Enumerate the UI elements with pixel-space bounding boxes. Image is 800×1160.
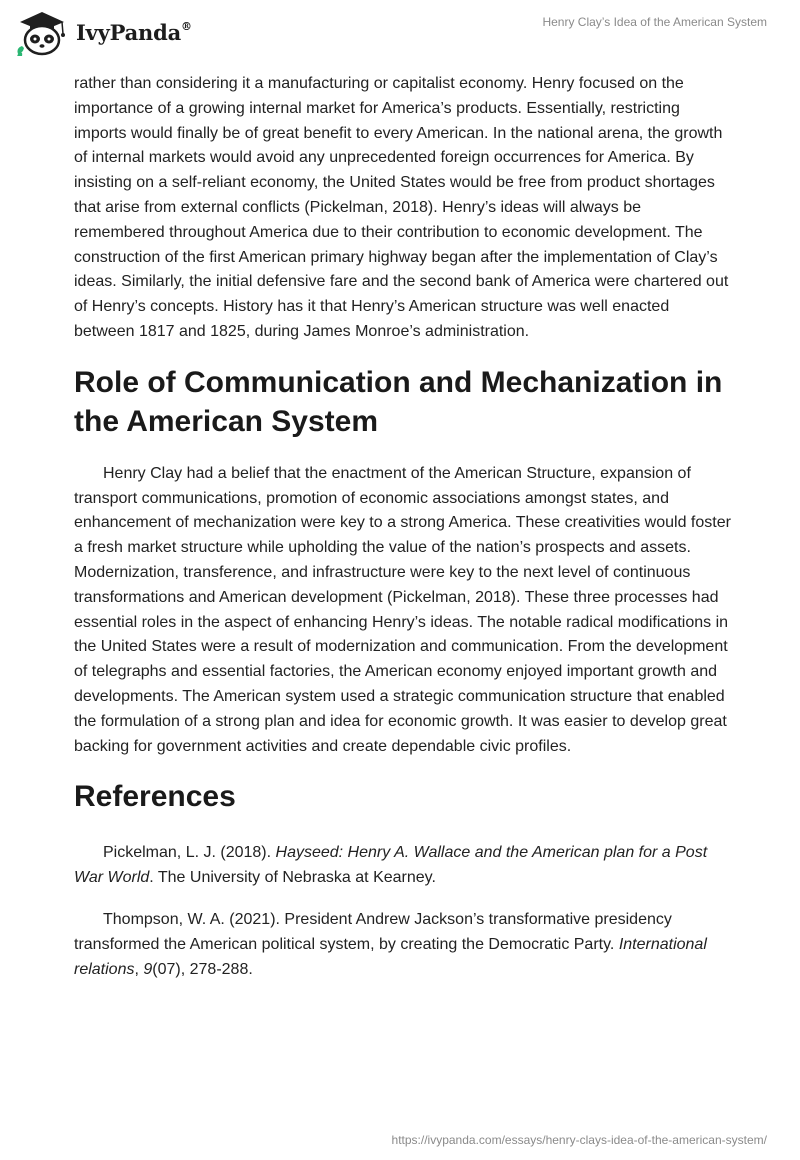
ivypanda-logo[interactable] xyxy=(12,8,192,56)
page-header xyxy=(0,0,800,70)
document-title: Henry Clay’s Idea of the American System xyxy=(542,15,767,29)
panda-graduate-icon xyxy=(12,8,72,56)
section-heading: Role of Communication and Mechanization in the American System xyxy=(74,365,723,438)
reference-item: Thompson, W. A. (2021). President Andrew Jackson’s transformative presidency transformed the American political system, by creating the Democratic Party. International relations, 9(07), 278-288. xyxy=(74,910,707,978)
brand-name: IvyPanda® xyxy=(76,19,192,45)
reference-item: Pickelman, L. J. (2018). Hayseed: Henry A. Wallace and the American plan for a Post War World. The University of Nebraska at Kearney. xyxy=(74,844,708,887)
references-heading: References xyxy=(74,780,236,814)
essay-content xyxy=(74,72,734,982)
source-url-link[interactable]: https://ivypanda.com/essays/henry-clays-idea-of-the-american-system/ xyxy=(391,1133,767,1147)
section-paragraph: Henry Clay had a belief that the enactment of the American Structure, expansion of transport communications, promotion of economic associations amongst states, and enhancement of mechanization were key to a strong America. These creativities would foster a fresh market structure while upholding the value of the nation’s prospects and assets. Modernization, transference, and infrastructure were key to the next level of continuous transformations and American development (Pickelman, 2018). These three processes had essential roles in the aspect of enhancing Henry’s ideas. The notable radical modifications in the United States were a result of modernization and communication. From the development of telegraphs and essential factories, the American economy enjoyed important growth and developments. The American system used a strategic communication structure that enabled the formulation of a strong plan and idea for economic growth. It was easier to develop great backing for government activities and create dependable civic profiles. xyxy=(74,464,731,755)
intro-paragraph: rather than considering it a manufacturing or capitalist economy. Henry focused on the importance of a growing internal market for America’s products. Essentially, restricting imports would finally be of great benefit to every American. In the national arena, the growth of internal markets would avoid any unprecedented foreign occurrences for America. By insisting on a self-reliant economy, the United States would be free from product shortages that arise from external conflicts (Pickelman, 2018). Henry’s ideas will always be remembered throughout America due to their contribution to economic development. The construction of the first American primary highway began after the implementation of Clay’s ideas. Similarly, the initial defensive fare and the second bank of America were chartered out of Henry’s concepts. History has it that Henry’s American structure was well enacted between 1817 and 1825, during James Monroe’s administration. xyxy=(74,75,729,340)
